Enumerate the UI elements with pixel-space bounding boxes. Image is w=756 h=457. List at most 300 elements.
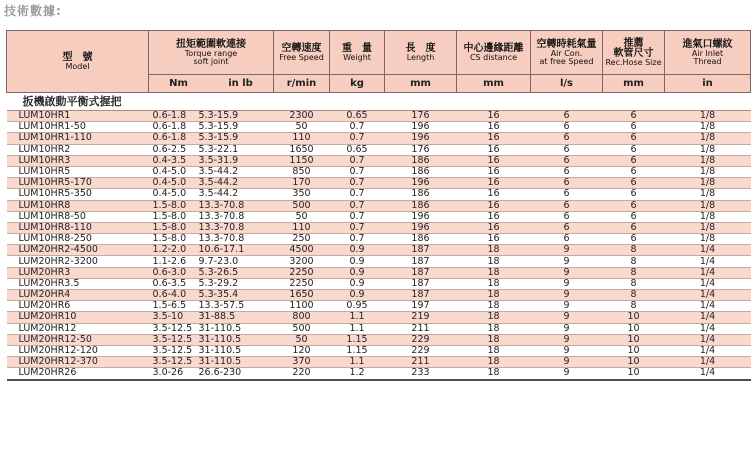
cell-torque-nm: 1.5-8.0 — [152, 221, 187, 233]
cell-model: LUM10HR5-350 — [7, 189, 149, 200]
cell-cs-distance: 18 — [457, 290, 531, 301]
cell-air-consumption: 6 — [531, 111, 603, 122]
cell-hose-size: 6 — [603, 111, 665, 122]
cell-torque — [149, 278, 274, 289]
cell-thread: 1/8 — [665, 189, 751, 200]
cell-torque-nm: 0.6-2.5 — [152, 143, 187, 155]
unit-nm: Nm — [169, 77, 188, 89]
cell-thread: 1/4 — [665, 267, 751, 278]
cell-torque-inlb: 5.3-15.9 — [198, 121, 239, 133]
table-row — [7, 345, 751, 356]
header-cs-distance: 中心邊緣距離 CS distance — [457, 31, 531, 75]
cell-cs-distance: 16 — [457, 189, 531, 200]
cell-model: LUM10HR8-250 — [7, 234, 149, 245]
cell-cs-distance: 16 — [457, 211, 531, 222]
cell-length: 186 — [385, 189, 457, 200]
cell-model: LUM10HR8-50 — [7, 211, 149, 222]
header-inlet-thread: 進氣口螺紋 Air Inlet Thread — [665, 31, 751, 75]
spec-table — [6, 30, 751, 381]
cell-speed: 50 — [274, 122, 330, 133]
spec-table-container — [6, 30, 750, 381]
cell-hose-size: 8 — [603, 267, 665, 278]
cell-thread: 1/4 — [665, 256, 751, 267]
cell-weight: 0.9 — [330, 290, 385, 301]
header-weight: 重 量 Weight — [330, 31, 385, 75]
cell-torque-nm: 0.4-5.0 — [152, 166, 187, 178]
cell-length: 219 — [385, 312, 457, 323]
cell-weight: 1.1 — [330, 312, 385, 323]
cell-speed: 110 — [274, 222, 330, 233]
header-model: 型 號 Model — [7, 31, 149, 93]
cell-air-consumption: 6 — [531, 133, 603, 144]
cell-speed: 110 — [274, 133, 330, 144]
table-row — [7, 178, 751, 189]
table-row — [7, 301, 751, 312]
cell-torque — [149, 144, 274, 155]
cell-torque-nm: 1.5-6.5 — [152, 300, 187, 312]
cell-air-consumption: 9 — [531, 334, 603, 345]
table-row — [7, 290, 751, 301]
cell-cs-distance: 16 — [457, 234, 531, 245]
cell-hose-size: 8 — [603, 245, 665, 256]
header-speed: 空轉速度 Free Speed — [274, 31, 330, 75]
table-row — [7, 323, 751, 334]
unit-torque — [149, 75, 274, 93]
table-row — [7, 189, 751, 200]
cell-model: LUM10HR5-170 — [7, 178, 149, 189]
cell-torque-inlb: 5.3-22.1 — [198, 143, 239, 155]
cell-speed: 350 — [274, 189, 330, 200]
cell-thread: 1/8 — [665, 144, 751, 155]
cell-thread: 1/4 — [665, 245, 751, 256]
cell-weight: 1.15 — [330, 334, 385, 345]
cell-torque-inlb: 5.3-15.9 — [198, 110, 239, 122]
cell-torque-nm: 3.5-10 — [152, 311, 184, 323]
cell-length: 176 — [385, 111, 457, 122]
cell-speed: 4500 — [274, 245, 330, 256]
cell-hose-size: 6 — [603, 178, 665, 189]
cell-thread: 1/8 — [665, 222, 751, 233]
table-row — [7, 133, 751, 144]
cell-torque-inlb: 3.5-31.9 — [198, 154, 239, 166]
cell-model: LUM10HR3 — [7, 155, 149, 166]
cell-air-consumption: 6 — [531, 200, 603, 211]
table-row — [7, 256, 751, 267]
cell-hose-size: 6 — [603, 166, 665, 177]
cell-model: LUM20HR12-120 — [7, 345, 149, 356]
header-air-consumption: 空轉時耗氣量 Air Con. at free Speed — [531, 31, 603, 75]
table-row — [7, 267, 751, 278]
cell-hose-size: 6 — [603, 189, 665, 200]
cell-torque-inlb: 13.3-70.8 — [198, 221, 245, 233]
cell-hose-size: 10 — [603, 323, 665, 334]
cell-cs-distance: 18 — [457, 312, 531, 323]
cell-cs-distance: 16 — [457, 144, 531, 155]
table-row — [7, 334, 751, 345]
cell-torque-inlb: 3.5-44.2 — [198, 177, 239, 189]
cell-cs-distance: 18 — [457, 323, 531, 334]
cell-torque-nm: 1.5-8.0 — [152, 233, 187, 245]
cell-speed: 1100 — [274, 301, 330, 312]
unit-speed: r/min — [274, 75, 330, 93]
cell-length: 229 — [385, 345, 457, 356]
table-row — [7, 245, 751, 256]
cell-weight: 0.9 — [330, 245, 385, 256]
cell-speed: 1650 — [274, 290, 330, 301]
cell-weight: 0.95 — [330, 301, 385, 312]
cell-length: 187 — [385, 267, 457, 278]
cell-torque-inlb: 5.3-26.5 — [198, 266, 239, 278]
cell-air-consumption: 6 — [531, 234, 603, 245]
cell-cs-distance: 18 — [457, 256, 531, 267]
cell-torque — [149, 334, 274, 345]
cell-model: LUM20HR3 — [7, 267, 149, 278]
table-row — [7, 200, 751, 211]
cell-hose-size: 10 — [603, 368, 665, 380]
cell-speed: 120 — [274, 345, 330, 356]
cell-air-consumption: 9 — [531, 323, 603, 334]
cell-speed: 1650 — [274, 144, 330, 155]
cell-thread: 1/8 — [665, 178, 751, 189]
cell-torque-inlb: 26.6-230 — [198, 367, 242, 379]
cell-cs-distance: 16 — [457, 166, 531, 177]
cell-hose-size: 6 — [603, 155, 665, 166]
unit-inlb: in lb — [228, 77, 253, 89]
unit-air: l/s — [531, 75, 603, 93]
cell-torque-nm: 3.5-12.5 — [152, 333, 193, 345]
cell-torque — [149, 245, 274, 256]
cell-weight: 0.7 — [330, 200, 385, 211]
cell-weight: 1.15 — [330, 345, 385, 356]
cell-hose-size: 6 — [603, 133, 665, 144]
cell-torque — [149, 155, 274, 166]
cell-torque-nm: 3.5-12.5 — [152, 356, 193, 368]
cell-length: 186 — [385, 155, 457, 166]
table-row — [7, 111, 751, 122]
cell-model: LUM20HR12-50 — [7, 334, 149, 345]
cell-torque-inlb: 31-110.5 — [198, 356, 242, 368]
cell-torque — [149, 133, 274, 144]
cell-air-consumption: 9 — [531, 290, 603, 301]
cell-model: LUM20HR26 — [7, 368, 149, 380]
cell-air-consumption: 6 — [531, 155, 603, 166]
header-length: 長 度 Length — [385, 31, 457, 75]
cell-speed: 850 — [274, 166, 330, 177]
cell-hose-size: 10 — [603, 334, 665, 345]
cell-thread: 1/4 — [665, 368, 751, 380]
cell-hose-size: 10 — [603, 312, 665, 323]
cell-weight: 0.9 — [330, 256, 385, 267]
cell-air-consumption: 6 — [531, 144, 603, 155]
cell-air-consumption: 9 — [531, 256, 603, 267]
cell-length: 187 — [385, 278, 457, 289]
cell-torque — [149, 368, 274, 380]
cell-model: LUM20HR2-3200 — [7, 256, 149, 267]
cell-weight: 0.7 — [330, 155, 385, 166]
cell-hose-size: 6 — [603, 211, 665, 222]
cell-torque — [149, 312, 274, 323]
cell-hose-size: 8 — [603, 301, 665, 312]
table-row — [7, 211, 751, 222]
unit-weight: kg — [330, 75, 385, 93]
cell-weight: 0.9 — [330, 267, 385, 278]
cell-air-consumption: 9 — [531, 267, 603, 278]
table-row — [7, 368, 751, 380]
cell-cs-distance: 18 — [457, 278, 531, 289]
cell-cs-distance: 16 — [457, 122, 531, 133]
cell-length: 196 — [385, 133, 457, 144]
cell-length: 187 — [385, 256, 457, 267]
cell-model: LUM20HR12-370 — [7, 357, 149, 368]
cell-length: 186 — [385, 234, 457, 245]
cell-model: LUM10HR1-50 — [7, 122, 149, 133]
section-label: 扳機啟動平衡式握把 — [7, 93, 751, 111]
cell-speed: 2250 — [274, 267, 330, 278]
cell-length: 196 — [385, 178, 457, 189]
cell-air-consumption: 6 — [531, 178, 603, 189]
cell-torque-inlb: 5.3-35.4 — [198, 289, 239, 301]
cell-weight: 1.1 — [330, 323, 385, 334]
cell-speed: 500 — [274, 323, 330, 334]
cell-torque — [149, 256, 274, 267]
cell-thread: 1/8 — [665, 166, 751, 177]
cell-air-consumption: 6 — [531, 222, 603, 233]
cell-weight: 0.7 — [330, 222, 385, 233]
header-row — [7, 31, 751, 75]
cell-cs-distance: 16 — [457, 155, 531, 166]
cell-cs-distance: 16 — [457, 111, 531, 122]
cell-model: LUM10HR8 — [7, 200, 149, 211]
cell-torque-inlb: 5.3-29.2 — [198, 277, 239, 289]
cell-length: 176 — [385, 144, 457, 155]
cell-torque — [149, 111, 274, 122]
cell-hose-size: 6 — [603, 144, 665, 155]
table-row — [7, 155, 751, 166]
cell-thread: 1/8 — [665, 133, 751, 144]
table-row — [7, 166, 751, 177]
cell-torque-nm: 3.5-12.5 — [152, 345, 193, 357]
cell-air-consumption: 6 — [531, 189, 603, 200]
unit-hose: mm — [603, 75, 665, 93]
cell-hose-size: 8 — [603, 278, 665, 289]
cell-thread: 1/4 — [665, 345, 751, 356]
cell-speed: 2300 — [274, 111, 330, 122]
cell-torque-nm: 0.6-3.0 — [152, 266, 187, 278]
cell-torque — [149, 222, 274, 233]
cell-torque — [149, 189, 274, 200]
cell-thread: 1/4 — [665, 278, 751, 289]
unit-cs: mm — [457, 75, 531, 93]
cell-speed: 800 — [274, 312, 330, 323]
cell-thread: 1/8 — [665, 155, 751, 166]
cell-air-consumption: 6 — [531, 211, 603, 222]
unit-length: mm — [385, 75, 457, 93]
cell-cs-distance: 16 — [457, 200, 531, 211]
cell-air-consumption: 9 — [531, 312, 603, 323]
cell-torque-nm: 3.5-12.5 — [152, 322, 193, 334]
cell-torque-nm: 0.6-1.8 — [152, 110, 187, 122]
table-row — [7, 222, 751, 233]
cell-torque-inlb: 13.3-70.8 — [198, 199, 245, 211]
cell-air-consumption: 9 — [531, 278, 603, 289]
cell-weight: 0.7 — [330, 122, 385, 133]
table-row — [7, 278, 751, 289]
cell-length: 233 — [385, 368, 457, 380]
cell-model: LUM10HR1-110 — [7, 133, 149, 144]
cell-length: 196 — [385, 222, 457, 233]
cell-thread: 1/8 — [665, 122, 751, 133]
cell-speed: 1150 — [274, 155, 330, 166]
cell-thread: 1/8 — [665, 200, 751, 211]
cell-speed: 170 — [274, 178, 330, 189]
cell-weight: 0.7 — [330, 234, 385, 245]
cell-weight: 1.1 — [330, 357, 385, 368]
cell-cs-distance: 18 — [457, 334, 531, 345]
cell-length: 196 — [385, 122, 457, 133]
cell-weight: 0.9 — [330, 278, 385, 289]
cell-weight: 0.65 — [330, 144, 385, 155]
cell-torque-nm: 0.4-5.0 — [152, 188, 187, 200]
cell-speed: 250 — [274, 234, 330, 245]
cell-thread: 1/8 — [665, 234, 751, 245]
cell-length: 186 — [385, 200, 457, 211]
cell-cs-distance: 18 — [457, 245, 531, 256]
cell-hose-size: 6 — [603, 234, 665, 245]
cell-model: LUM20HR6 — [7, 301, 149, 312]
cell-torque-inlb: 3.5-44.2 — [198, 166, 239, 178]
cell-speed: 50 — [274, 211, 330, 222]
cell-model: LUM10HR5 — [7, 166, 149, 177]
cell-cs-distance: 18 — [457, 357, 531, 368]
header-torque: 扭矩範圍軟連接 Torque range soft joint — [149, 31, 274, 75]
cell-torque-nm: 0.4-3.5 — [152, 154, 187, 166]
cell-hose-size: 8 — [603, 290, 665, 301]
cell-air-consumption: 9 — [531, 245, 603, 256]
cell-speed: 3200 — [274, 256, 330, 267]
cell-speed: 220 — [274, 368, 330, 380]
cell-cs-distance: 18 — [457, 267, 531, 278]
cell-length: 211 — [385, 357, 457, 368]
table-row — [7, 234, 751, 245]
cell-model: LUM10HR1 — [7, 111, 149, 122]
cell-model: LUM20HR4 — [7, 290, 149, 301]
cell-torque-inlb: 31-110.5 — [198, 333, 242, 345]
cell-torque-nm: 0.4-5.0 — [152, 177, 187, 189]
cell-air-consumption: 9 — [531, 368, 603, 380]
cell-cs-distance: 16 — [457, 133, 531, 144]
cell-hose-size: 8 — [603, 256, 665, 267]
cell-thread: 1/8 — [665, 111, 751, 122]
cell-thread: 1/4 — [665, 301, 751, 312]
cell-torque-inlb: 31-110.5 — [198, 322, 242, 334]
cell-torque — [149, 211, 274, 222]
cell-torque — [149, 345, 274, 356]
cell-torque-nm: 0.6-4.0 — [152, 289, 187, 301]
cell-thread: 1/4 — [665, 290, 751, 301]
cell-torque-inlb: 5.3-15.9 — [198, 132, 239, 144]
cell-torque — [149, 122, 274, 133]
table-row — [7, 312, 751, 323]
cell-torque — [149, 323, 274, 334]
cell-torque-nm: 3.0-26 — [152, 367, 184, 379]
cell-length: 186 — [385, 166, 457, 177]
cell-thread: 1/4 — [665, 323, 751, 334]
table-row — [7, 144, 751, 155]
cell-torque — [149, 357, 274, 368]
cell-thread: 1/8 — [665, 211, 751, 222]
cell-torque-nm: 1.5-8.0 — [152, 199, 187, 211]
cell-model: LUM10HR8-110 — [7, 222, 149, 233]
cell-torque-nm: 0.6-3.5 — [152, 277, 187, 289]
cell-hose-size: 10 — [603, 345, 665, 356]
cell-torque-inlb: 10.6-17.1 — [198, 244, 245, 256]
cell-cs-distance: 16 — [457, 222, 531, 233]
cell-torque — [149, 166, 274, 177]
cell-model: LUM20HR12 — [7, 323, 149, 334]
cell-air-consumption: 9 — [531, 345, 603, 356]
cell-hose-size: 6 — [603, 200, 665, 211]
cell-model: LUM20HR10 — [7, 312, 149, 323]
cell-torque — [149, 290, 274, 301]
cell-thread: 1/4 — [665, 357, 751, 368]
cell-air-consumption: 6 — [531, 122, 603, 133]
cell-speed: 500 — [274, 200, 330, 211]
cell-torque — [149, 267, 274, 278]
cell-length: 229 — [385, 334, 457, 345]
section-row — [7, 93, 751, 111]
cell-cs-distance: 18 — [457, 301, 531, 312]
cell-air-consumption: 9 — [531, 357, 603, 368]
cell-model: LUM20HR2-4500 — [7, 245, 149, 256]
cell-air-consumption: 9 — [531, 301, 603, 312]
cell-air-consumption: 6 — [531, 166, 603, 177]
cell-hose-size: 6 — [603, 122, 665, 133]
page-title: 技術數據: — [4, 4, 62, 18]
cell-length: 211 — [385, 323, 457, 334]
cell-torque-inlb: 3.5-44.2 — [198, 188, 239, 200]
cell-cs-distance: 18 — [457, 345, 531, 356]
cell-weight: 0.7 — [330, 178, 385, 189]
cell-weight: 0.7 — [330, 133, 385, 144]
cell-model: LUM20HR3.5 — [7, 278, 149, 289]
cell-length: 196 — [385, 211, 457, 222]
header-hose-size: 推薦 軟管尺寸 Rec.Hose Size — [603, 31, 665, 75]
cell-length: 187 — [385, 290, 457, 301]
cell-weight: 0.7 — [330, 166, 385, 177]
cell-torque-nm: 1.1-2.6 — [152, 255, 187, 267]
cell-torque — [149, 301, 274, 312]
cell-torque-inlb: 13.3-57.5 — [198, 300, 245, 312]
cell-cs-distance: 18 — [457, 368, 531, 380]
cell-thread: 1/4 — [665, 334, 751, 345]
cell-hose-size: 6 — [603, 222, 665, 233]
cell-speed: 370 — [274, 357, 330, 368]
cell-length: 187 — [385, 245, 457, 256]
cell-model: LUM10HR2 — [7, 144, 149, 155]
cell-torque — [149, 200, 274, 211]
unit-thread: in — [665, 75, 751, 93]
cell-torque-nm: 1.2-2.0 — [152, 244, 187, 256]
cell-cs-distance: 16 — [457, 178, 531, 189]
cell-torque-nm: 0.6-1.8 — [152, 121, 187, 133]
cell-torque — [149, 234, 274, 245]
cell-torque-nm: 1.5-8.0 — [152, 210, 187, 222]
cell-torque — [149, 178, 274, 189]
cell-torque-nm: 0.6-1.8 — [152, 132, 187, 144]
cell-speed: 50 — [274, 334, 330, 345]
cell-torque-inlb: 31-110.5 — [198, 345, 242, 357]
cell-weight: 0.65 — [330, 111, 385, 122]
